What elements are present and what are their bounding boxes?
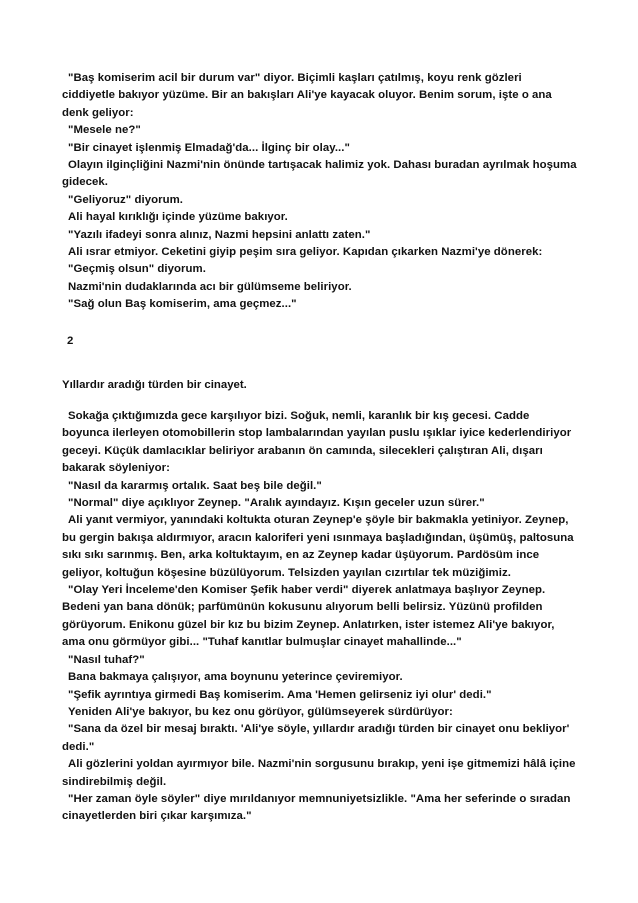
paragraph: "Geçmiş olsun" diyorum. (68, 263, 206, 276)
paragraph: Ali yanıt vermiyor, yanındaki koltukta oturan Zeynep'e şöyle bir bakmakla yetiniyor. Zeynep, bu gergin bakışa aldırmıyor, aracın kaloriferi yeni ısınmaya başladığından, üşümüş, paltosuna sıkı sıkı sarınmış. Ben, arka koltuktayım, en az Zeynep kadar üşüyorum. Pardösüm ince geliyor, koltuğun köşesine büzülüyorum. Telsizden yayılan cızırtılar tek müziğimiz. (62, 514, 574, 579)
paragraph: Bana bakmaya çalışıyor, ama boynunu yeterince çeviremiyor. (68, 671, 403, 684)
paragraph: Ali ısrar etmiyor. Ceketini giyip peşim sıra geliyor. Kapıdan çıkarken Nazmi'ye dönerek: (68, 246, 543, 259)
paragraph: "Yazılı ifadeyi sonra alınız, Nazmi hepsini anlattı zaten." (68, 228, 371, 241)
paragraph: Olayın ilginçliğini Nazmi'nin önünde tartışacak halimiz yok. Dahası buradan ayrılmak hoşuma gidecek. (62, 159, 577, 189)
paragraph: Yeniden Ali'ye bakıyor, bu kez onu görüyor, gülümseyerek sürdürüyor: (68, 705, 453, 718)
paragraph: "Mesele ne?" (68, 124, 141, 137)
paragraph: "Nasıl tuhaf?" (68, 653, 145, 666)
paragraph: "Normal" diye açıklıyor Zeynep. "Aralık ayındayız. Kışın geceler uzun sürer." (68, 497, 485, 510)
paragraph: Sokağa çıktığımızda gece karşılıyor bizi. Soğuk, nemli, karanlık bir kış gecesi. Cadde boyunca ilerleyen otomobillerin stop lambalarından yayılan puslu ışıklar iyice kederlendiriyor geceyi. Küçük damlacıklar beliriyor arabanın ön camında, silecekleri çalıştıran Ali, dışarı bakarak söyleniyor: (62, 410, 572, 475)
text-block-section-2 (62, 408, 578, 826)
chapter-number: 2 (67, 335, 74, 347)
paragraph: "Olay Yeri İnceleme'den Komiser Şefik haber verdi" diyerek anlatmaya başlıyor Zeynep. Bedeni yan bana dönük; parfümünün kokusunu alıyorum belli belirsiz. Yüzünü profilden görüyorum. Enikonu güzel bir kız bu bizim Zeynep. Anlatırken, ister istemez Ali'ye bakıyor, ama onu görmüyor gibi... "Tuhaf kanıtlar bulmuşlar cinayet mahallinde..." (62, 584, 555, 649)
paragraph: "Her zaman öyle söyler" diye mırıldanıyor memnuniyetsizlikle. "Ama her seferinde o sıradan cinayetlerden biri çıkar karşımıza." (62, 792, 571, 823)
paragraph: Ali gözlerini yoldan ayırmıyor bile. Nazmi'nin sorgusunu bırakıp, yeni işe gitmemizi hâlâ içine sindirebilmiş değil. (62, 758, 576, 788)
paragraph: Ali hayal kırıklığı içinde yüzüme bakıyor. (68, 211, 288, 224)
text-block-section-1 (62, 70, 578, 314)
chapter-title: Yıllardır aradığı türden bir cinayet. (62, 379, 247, 391)
paragraph: "Şefik ayrıntıya girmedi Baş komiserim. Ama 'Hemen gelirseniz iyi olur' dedi." (68, 688, 492, 701)
paragraph: Nazmi'nin dudaklarında acı bir gülümseme beliriyor. (68, 280, 352, 293)
paragraph: "Geliyoruz" diyorum. (68, 193, 183, 206)
paragraph: "Bir cinayet işlenmiş Elmadağ'da... İlginç bir olay..." (68, 141, 350, 154)
paragraph: "Sana da özel bir mesaj bıraktı. 'Ali'ye söyle, yıllardır aradığı türden bir cinayet onu bekliyor' dedi." (62, 723, 570, 753)
paragraph: "Nasıl da kararmış ortalık. Saat beş bile değil." (68, 479, 322, 492)
paragraph: "Baş komiserim acil bir durum var" diyor. Biçimli kaşları çatılmış, koyu renk gözleri ciddiyetle bakıyor yüzüme. Bir an bakışları Ali'ye kayacak oluyor. Benim sorum, işte o ana denk geliyor: (62, 72, 552, 119)
paragraph: "Sağ olun Baş komiserim, ama geçmez..." (68, 298, 297, 311)
